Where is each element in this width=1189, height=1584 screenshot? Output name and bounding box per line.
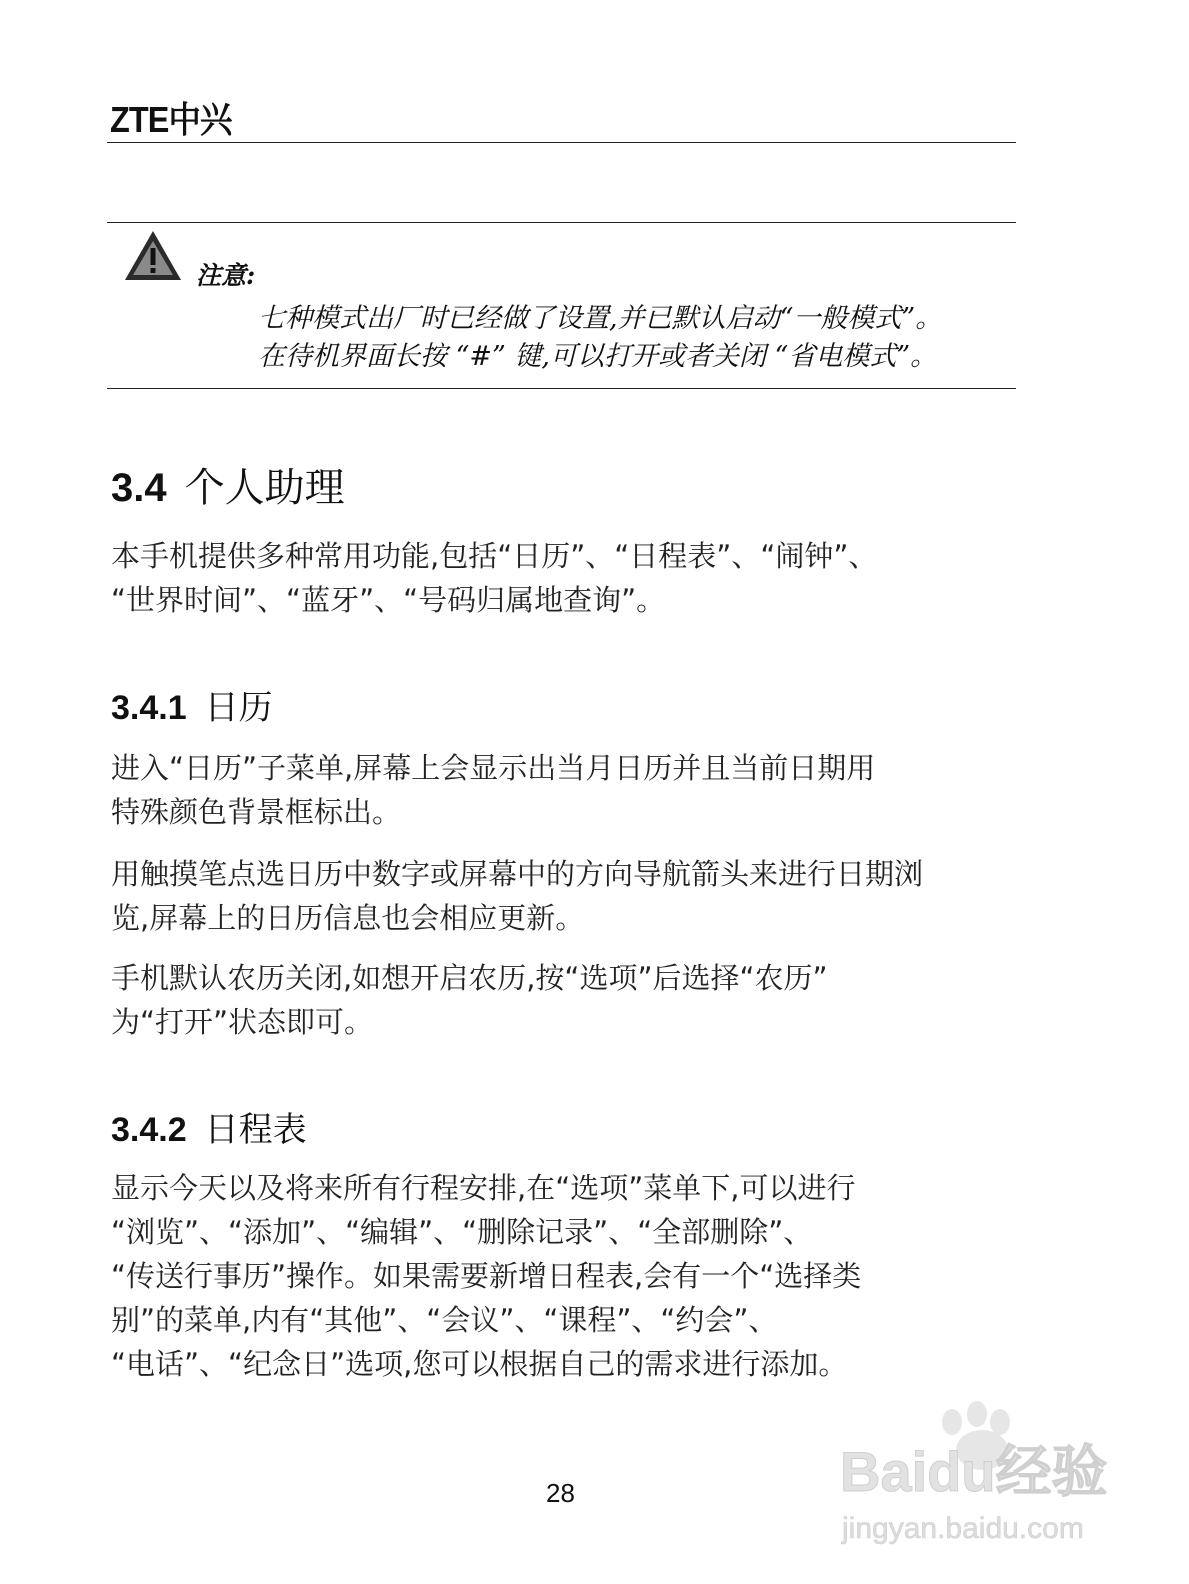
note-top-rule [107,222,1016,223]
text-line: 手机默认农历关闭,如想开启农历,按“选项”后选择“农历” [111,961,828,995]
subsection-heading-schedule [111,1102,307,1151]
note-line: 在待机界面长按 “#” 键,可以打开或者关闭 “省电模式”。 [258,341,938,372]
note-bottom-rule [107,388,1016,389]
section-number: 3.4 [111,466,167,510]
watermark-url: jingyan.baidu.com [842,1512,1084,1545]
watermark-brand: Baidu经验 [840,1440,1108,1503]
note-label: 注意: [196,261,256,290]
section-title: 个人助理 [184,465,345,511]
section-intro [111,534,1016,622]
header-rule [107,142,1016,143]
note-line: 七种模式出厂时已经做了设置,并已默认启动“一般模式”。 [258,303,943,334]
text-line: “电话”、“纪念日”选项,您可以根据自己的需求进行添加。 [111,1347,848,1381]
zte-logo: ZTE中兴 [110,99,232,140]
text-line: 特殊颜色背景框标出。 [111,795,402,829]
page-number: 28 [546,1478,575,1508]
warning-icon [122,228,184,284]
text-line: 本手机提供多种常用功能,包括“日历”、“日程表”、“闹钟”、 [111,539,878,573]
text-line: “世界时间”、“蓝牙”、“号码归属地查询”。 [111,583,666,617]
text-line: “浏览”、“添加”、“编辑”、“删除记录”、“全部删除”、 [111,1215,813,1249]
subsection-number: 3.4.2 [111,1111,187,1149]
subsection-heading-calendar [111,680,273,729]
text-line: 别”的菜单,内有“其他”、“会议”、“课程”、“约会”、 [111,1303,778,1337]
paragraph [111,1166,1016,1386]
text-line: 用触摸笔点选日历中数字或屏幕中的方向导航箭头来进行日期浏 [111,857,924,891]
text-line: “传送行事历”操作。如果需要新增日程表,会有一个“选择类 [111,1259,862,1293]
paragraph [111,746,1016,834]
text-line: 览,屏幕上的日历信息也会相应更新。 [111,901,585,935]
paragraph [111,956,1016,1044]
text-line: 为“打开”状态即可。 [111,1005,374,1039]
section-heading [111,456,345,513]
paragraph [111,852,1016,940]
text-line: 进入“日历”子菜单,屏幕上会显示出当月日历并且当前日期用 [111,751,876,785]
subsection-title: 日程表 [204,1110,307,1150]
subsection-title: 日历 [204,688,273,728]
subsection-number: 3.4.1 [111,689,187,727]
text-line: 显示今天以及将来所有行程安排,在“选项”菜单下,可以进行 [111,1171,856,1205]
